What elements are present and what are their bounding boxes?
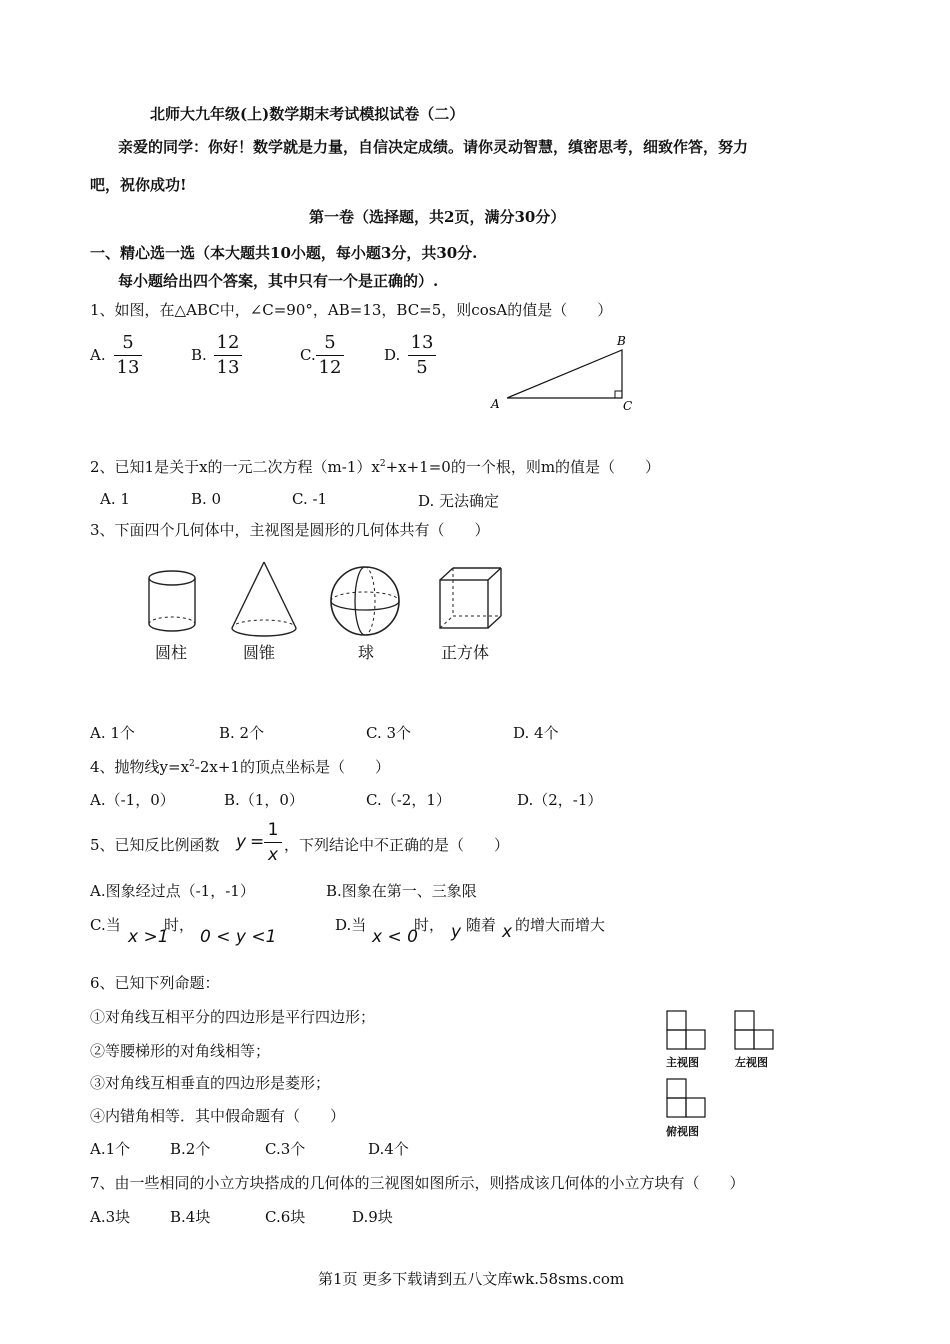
q5-stem-post: ，下列结论中不正确的是（ ） <box>284 836 510 854</box>
greeting-line-1: 亲爱的同学：你好！数学就是力量，自信决定成绩。请你灵动智慧，缜密思考，细致作答，努力 <box>118 138 749 156</box>
q3-option-c: C. 3个 <box>366 724 412 742</box>
q3-option-d: D. 4个 <box>513 724 559 742</box>
q5-option-c-pre: C.当 <box>90 916 121 934</box>
fraction-numerator: 1 <box>267 820 279 840</box>
vertex-a-label: A <box>491 397 500 411</box>
q5-func-eq: = <box>250 832 265 852</box>
q1-stem: 1、如图，在△ABC中，∠C=90°，AB=13，BC=5，则cosA的值是（ ） <box>90 301 613 319</box>
q2-stem-pre: 2、已知1是关于x的一元二次方程（m-1）x <box>90 458 380 476</box>
fraction-denominator: 13 <box>216 357 240 378</box>
fraction-denominator: 5 <box>416 357 428 378</box>
q5-option-d-condition: x < 0 <box>372 927 418 947</box>
fraction-bar <box>114 355 142 356</box>
q1-option-c-fraction <box>316 333 344 378</box>
q3-option-b: B. 2个 <box>219 724 265 742</box>
q1-option-a-label: A. <box>90 346 106 364</box>
q5-option-c-mid: 时， <box>164 916 195 934</box>
page-footer: 第1页 更多下载请到五八文库wk.58sms.com <box>318 1270 625 1288</box>
q6-option-d: D.4个 <box>368 1140 409 1158</box>
fraction-denominator: 13 <box>116 357 140 378</box>
q5-option-b: B.图象在第一、三象限 <box>326 882 477 900</box>
cube-shape <box>440 568 501 628</box>
page-title: 北师大九年级(上)数学期末考试模拟试卷（二） <box>150 105 465 123</box>
q2-option-b: B. 0 <box>191 490 222 508</box>
triangle-abc <box>507 350 622 398</box>
front-view-shape <box>667 1011 705 1049</box>
fraction-denominator: 12 <box>318 357 342 378</box>
top-view-shape <box>667 1079 705 1117</box>
q5-option-d-post: 的增大而增大 <box>515 916 606 934</box>
q6-option-c: C.3个 <box>265 1140 306 1158</box>
q2-option-c: C. -1 <box>292 490 328 508</box>
q6-proposition-1: ①对角线互相平分的四边形是平行四边形； <box>90 1008 376 1026</box>
fraction-numerator: 5 <box>324 332 336 353</box>
q5-option-d-mid2: 随着 <box>466 916 497 934</box>
q5-func-y: y <box>236 832 247 852</box>
q5-option-c-result: 0 < y <1 <box>200 927 277 947</box>
q4-option-a: A.（-1，0） <box>90 791 175 809</box>
q6-stem: 6、已知下列命题： <box>90 974 220 992</box>
fraction-bar <box>214 355 242 356</box>
top-view-figure <box>660 1073 720 1123</box>
q2-option-d: D. 无法确定 <box>418 492 500 510</box>
fraction-bar <box>316 355 344 356</box>
fraction-denominator: x <box>267 845 279 865</box>
q6-proposition-2: ②等腰梯形的对角线相等； <box>90 1042 271 1060</box>
q4-option-b: B.（1，0） <box>224 791 304 809</box>
cone-label: 圆锥 <box>243 643 276 662</box>
q5-option-d-x: x <box>502 922 513 942</box>
fraction-numerator: 12 <box>216 332 240 353</box>
vertex-b-label: B <box>617 334 626 348</box>
top-view-label: 俯视图 <box>666 1125 699 1138</box>
q1-option-c-label: C. <box>300 346 316 364</box>
section1-subheading: 每小题给出四个答案，其中只有一个是正确的）. <box>118 272 439 290</box>
fraction-numerator: 13 <box>410 332 434 353</box>
q2-superscript: 2 <box>379 459 386 469</box>
q5-option-d-y: y <box>451 922 462 942</box>
q1-option-b-label: B. <box>191 346 207 364</box>
sphere-label: 球 <box>358 643 375 662</box>
q1-option-d-fraction <box>408 333 436 378</box>
q7-stem: 7、由一些相同的小立方块搭成的几何体的三视图如图所示，则搭成该几何体的小立方块有（ ） <box>90 1174 745 1192</box>
vertex-c-label: C <box>623 399 633 413</box>
triangle-figure <box>485 330 645 415</box>
greeting-line-2: 吧，祝你成功! <box>90 176 187 194</box>
q4-superscript: 2 <box>189 759 195 769</box>
q6-option-a: A.1个 <box>90 1140 131 1158</box>
q5-option-d-pre: D.当 <box>335 916 367 934</box>
volume-heading: 第一卷（选择题，共2页，满分30分） <box>309 208 566 226</box>
fraction-bar <box>264 842 282 843</box>
q7-option-c: C.6块 <box>265 1208 306 1226</box>
q2-option-a: A. 1 <box>100 490 130 508</box>
left-view-shape <box>735 1011 773 1049</box>
q7-option-a: A.3块 <box>90 1208 131 1226</box>
q7-option-d: D.9块 <box>352 1208 393 1226</box>
solids-figure <box>130 560 530 640</box>
cylinder-shape <box>149 571 195 631</box>
q5-stem-pre: 5、已知反比例函数 <box>90 836 220 854</box>
cylinder-label: 圆柱 <box>155 643 188 662</box>
q4-stem-post: -2x+1的顶点坐标是（ ） <box>194 758 390 776</box>
sphere-shape <box>331 567 399 635</box>
left-view-label: 左视图 <box>735 1056 768 1069</box>
q4-option-d: D.（2，-1） <box>517 791 603 809</box>
q6-option-b: B.2个 <box>170 1140 211 1158</box>
q4-option-c: C.（-2，1） <box>366 791 451 809</box>
q3-option-a: A. 1个 <box>90 724 135 742</box>
right-angle-mark <box>615 391 622 398</box>
q3-stem: 3、下面四个几何体中，主视图是圆形的几何体共有（ ） <box>90 521 490 539</box>
q5-func-fraction <box>264 820 282 865</box>
q1-option-a-fraction <box>114 333 142 378</box>
q4-stem <box>90 756 390 777</box>
q6-proposition-3: ③对角线互相垂直的四边形是菱形； <box>90 1074 331 1092</box>
q2-stem <box>90 456 660 477</box>
q7-option-b: B.4块 <box>170 1208 211 1226</box>
q5-option-d-mid: 时， <box>414 916 445 934</box>
fraction-bar <box>408 355 436 356</box>
q6-proposition-4: ④内错角相等．其中假命题有（ ） <box>90 1107 346 1125</box>
q5-option-c-condition: x >1 <box>128 927 169 947</box>
q5-option-a: A.图象经过点（-1，-1） <box>90 882 255 900</box>
front-view-label: 主视图 <box>666 1056 699 1069</box>
section1-heading: 一、精心选一选（本大题共10小题，每小题3分，共30分. <box>90 244 478 262</box>
q2-stem-post: +x+1=0的一个根，则m的值是（ ） <box>385 458 661 476</box>
q1-option-d-label: D. <box>384 346 401 364</box>
fraction-numerator: 5 <box>122 332 134 353</box>
cube-label: 正方体 <box>441 643 490 662</box>
cone-shape <box>232 562 296 636</box>
q1-option-b-fraction <box>214 333 242 378</box>
q4-stem-pre: 4、抛物线y=x <box>90 758 190 776</box>
